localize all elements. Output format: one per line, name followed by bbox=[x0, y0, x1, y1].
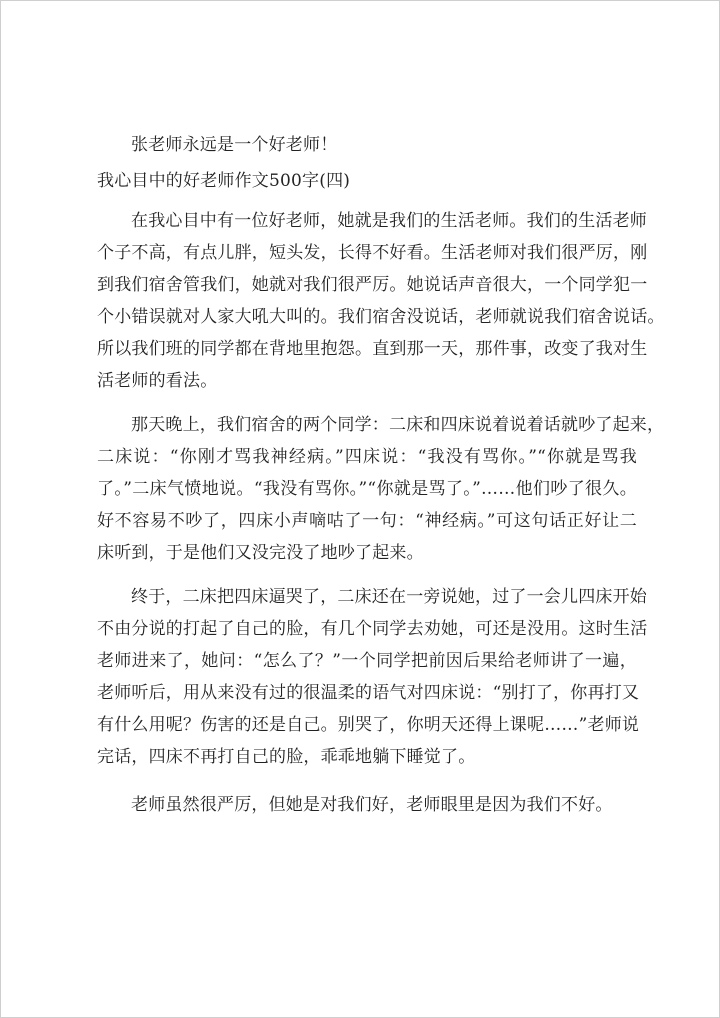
paragraph-line: 二床说：“你刚才骂我神经病。”四床说：“我没有骂你。”“你就是骂我 bbox=[97, 447, 637, 467]
paragraph-line: 完话，四床不再打自己的脸，乖乖地躺下睡觉了。 bbox=[97, 747, 476, 767]
paragraph-line: 个小错误就对人家大吼大叫的。我们宿舍没说话，老师就说我们宿舍说话。 bbox=[97, 307, 665, 327]
paragraph-line: 终于，二床把四床逼哭了，二床还在一旁说她，过了一会儿四床开始 bbox=[131, 587, 647, 607]
section-title: 我心目中的好老师作文500字(四) bbox=[97, 171, 351, 191]
paragraph-line: 那天晚上，我们宿舍的两个同学：二床和四床说着说着话就吵了起来， bbox=[131, 415, 665, 435]
paragraph-line: 活老师的看法。 bbox=[97, 371, 218, 391]
closing-line: 老师虽然很严厉，但她是对我们好，老师眼里是因为我们不好。 bbox=[131, 795, 613, 815]
paragraph-line: 有什么用呢？伤害的还是自己。别哭了，你明天还得上课呢……”老师说 bbox=[97, 715, 640, 735]
paragraph-2 bbox=[97, 409, 665, 569]
paragraph-line: 在我心目中有一位好老师，她就是我们的生活老师。我们的生活老师 bbox=[131, 211, 647, 231]
paragraph-line: 所以我们班的同学都在背地里抱怨。直到那一天，那件事，改变了我对生 bbox=[97, 339, 648, 359]
paragraph-line: 老师进来了，她问：“怎么了？”一个同学把前因后果给老师讲了一遍， bbox=[97, 651, 637, 671]
document-body bbox=[97, 129, 665, 821]
paragraph-line: 好不容易不吵了，四床小声嘀咕了一句：“神经病。”可这句话正好让二 bbox=[97, 511, 637, 531]
opening-line: 张老师永远是一个好老师！ bbox=[131, 135, 338, 155]
paragraph-line: 个子不高，有点儿胖，短头发，长得不好看。生活老师对我们很严厉，刚 bbox=[97, 243, 648, 263]
paragraph-1 bbox=[97, 205, 665, 397]
paragraph-line: 了。”二床气愤地说。“我没有骂你。”“你就是骂了。”……他们吵了很久。 bbox=[97, 479, 637, 499]
paragraph-line: 床听到，于是他们又没完没了地吵了起来。 bbox=[97, 543, 424, 563]
paragraph-line: 不由分说的打起了自己的脸，有几个同学去劝她，可还是没用。这时生活 bbox=[97, 619, 648, 639]
paragraph-line: 老师听后，用从来没有过的很温柔的语气对四床说：“别打了，你再打又 bbox=[97, 683, 640, 703]
paragraph-line: 到我们宿舍管我们，她就对我们很严厉。她说话声音很大，一个同学犯一 bbox=[97, 275, 648, 295]
paragraph-3 bbox=[97, 581, 648, 773]
